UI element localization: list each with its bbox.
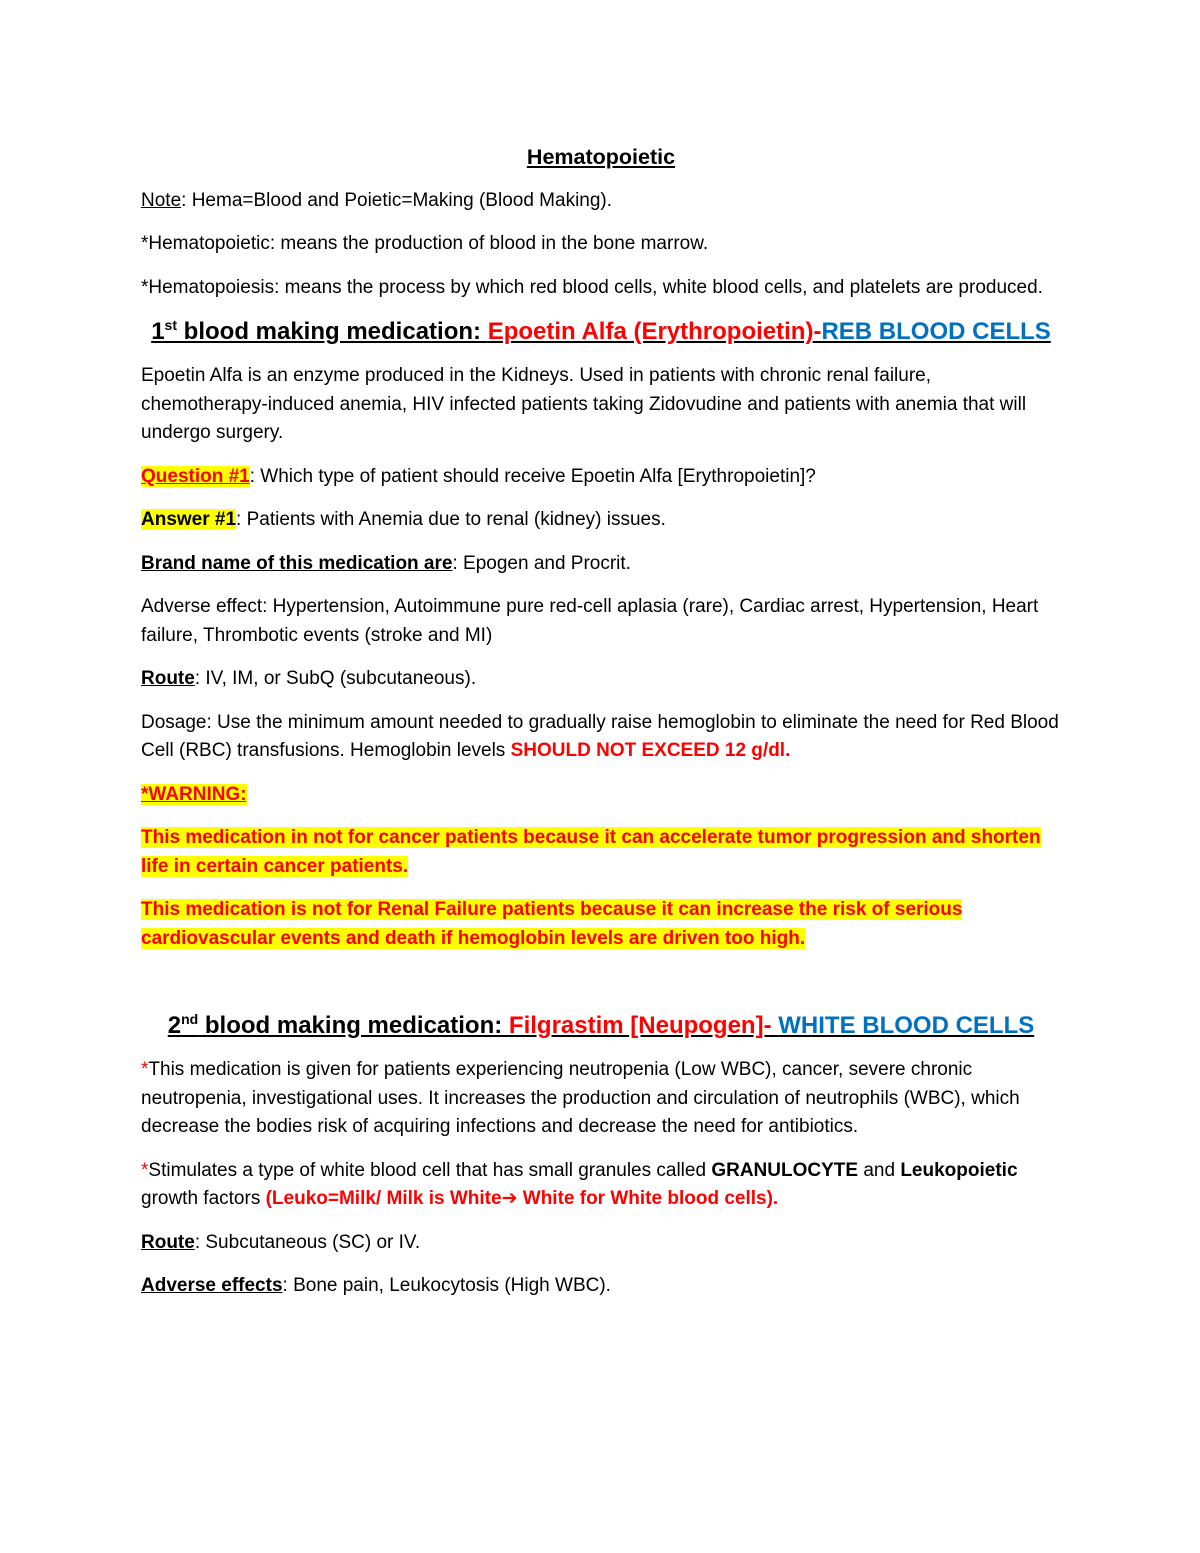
definition-hematopoietic: *Hematopoietic: means the production of blood in the bone marrow.: [141, 233, 709, 254]
med2-cell-type: WHITE BLOOD CELLS: [778, 1012, 1035, 1039]
med1-adverse: Adverse effect: Hypertension, Autoimmune pure red-cell aplasia (rare), Cardiac arrest, Hypertension, Heart failure, Thrombotic events (stroke and MI): [141, 596, 1039, 646]
med1-warning-2: [141, 896, 1061, 953]
document-body: [141, 143, 1061, 1316]
med1-dosage-warning: SHOULD NOT EXCEED 12 g/dl.: [510, 740, 791, 761]
med1-answer-text: : Patients with Anemia due to renal (kidney) issues.: [236, 509, 666, 530]
note-paragraph: [141, 187, 1061, 216]
med1-brand-label: Brand name of this medication are: [141, 552, 453, 574]
med1-warning-1-text: This medication in not for cancer patients because it can accelerate tumor progression and shorten life in certain cancer patients.: [141, 827, 1041, 877]
med1-route: [141, 665, 1061, 694]
med1-route-text: : IV, IM, or SubQ (subcutaneous).: [194, 668, 477, 689]
med1-question-label: Question #1: [141, 465, 250, 487]
med1-warning-2-text: This medication is not for Renal Failure patients because it can increase the risk of serious cardiovascular events and death if hemoglobin levels are driven too high.: [141, 899, 963, 949]
med2-route: [141, 1229, 1061, 1258]
med1-dosage: [141, 709, 1061, 766]
med1-cell-type: REB BLOOD CELLS: [821, 318, 1051, 345]
med2-paragraph-1-text: This medication is given for patients experiencing neutropenia (Low WBC), cancer, severe chronic neutropenia, investigational uses. It increases the production and circulation of neutrophils (WBC), which decrease the bodies risk of acquiring infections and decrease the need for antibiotics.: [141, 1059, 1020, 1137]
med1-warning-label-text: *WARNING:: [141, 783, 247, 805]
med1-brand-text: : Epogen and Procrit.: [452, 552, 631, 574]
right-arrow-icon: ➔: [501, 1188, 518, 1209]
med1-warning-label: [141, 781, 1061, 810]
med1-drug-name: Epoetin Alfa (Erythropoietin)-: [487, 318, 822, 345]
med2-adverse-text: : Bone pain, Leukocytosis (High WBC).: [282, 1275, 611, 1296]
med2-route-label: Route: [141, 1231, 195, 1253]
med2-drug-name: Filgrastim [Neupogen]-: [508, 1012, 779, 1039]
med2-heading-sup: nd: [181, 1011, 199, 1027]
med2-leuko-note-2: White for White blood cells).: [517, 1188, 779, 1209]
med1-heading-text: blood making medication:: [177, 318, 488, 345]
med2-paragraph-1-star: *: [141, 1059, 149, 1080]
med2-paragraph-2-c: and: [858, 1159, 901, 1181]
med2-leuko-note-1: (Leuko=Milk/ Milk is White: [265, 1188, 502, 1209]
med1-question: [141, 463, 1061, 492]
med2-heading: [141, 1011, 1061, 1041]
med1-dosage-text: Dosage: Use the minimum amount needed to gradually raise hemoglobin to eliminate the need for Red Blood Cell (RBC) transfusions. Hemoglobin levels: [141, 711, 1059, 761]
med2-route-text: : Subcutaneous (SC) or IV.: [194, 1231, 421, 1253]
med1-answer: [141, 506, 1061, 535]
med1-heading-sup: st: [164, 317, 177, 333]
med2-paragraph-1: [141, 1056, 1061, 1142]
med1-heading-num: 1: [151, 318, 165, 345]
med1-brand: [141, 550, 1061, 579]
med1-question-text: : Which type of patient should receive Epoetin Alfa [Erythropoietin]?: [249, 465, 816, 487]
med1-heading: [141, 317, 1061, 347]
med1-warning-1: [141, 824, 1061, 881]
page-title: Hematopoietic: [526, 145, 676, 169]
med2-adverse: [141, 1272, 1061, 1301]
med2-paragraph-2-a: Stimulates a type of white blood cell that has small granules called: [148, 1159, 712, 1181]
med2-leukopoietic: Leukopoietic: [900, 1159, 1018, 1181]
med2-adverse-label: Adverse effects: [141, 1275, 283, 1296]
med2-granulocyte: GRANULOCYTE: [711, 1159, 859, 1181]
definition-hematopoiesis: *Hematopoiesis: means the process by which red blood cells, white blood cells, and platelets are produced.: [141, 276, 1043, 298]
med2-paragraph-2-star: *: [141, 1159, 149, 1181]
med1-answer-label: Answer #1: [141, 509, 237, 530]
med1-route-label: Route: [141, 668, 195, 689]
med2-heading-num: 2: [167, 1012, 182, 1039]
med2-heading-text: blood making medication:: [198, 1012, 509, 1039]
med2-paragraph-2: [141, 1157, 1061, 1214]
med1-description: Epoetin Alfa is an enzyme produced in the Kidneys. Used in patients with chronic renal failure, chemotherapy-induced anemia, HIV infected patients taking Zidovudine and patients with anemia that will undergo surgery.: [141, 365, 1027, 443]
med2-paragraph-2-e: growth factors: [141, 1188, 266, 1209]
note-label: Note: [141, 189, 182, 211]
note-text: : Hema=Blood and Poietic=Making (Blood Making).: [181, 189, 613, 211]
